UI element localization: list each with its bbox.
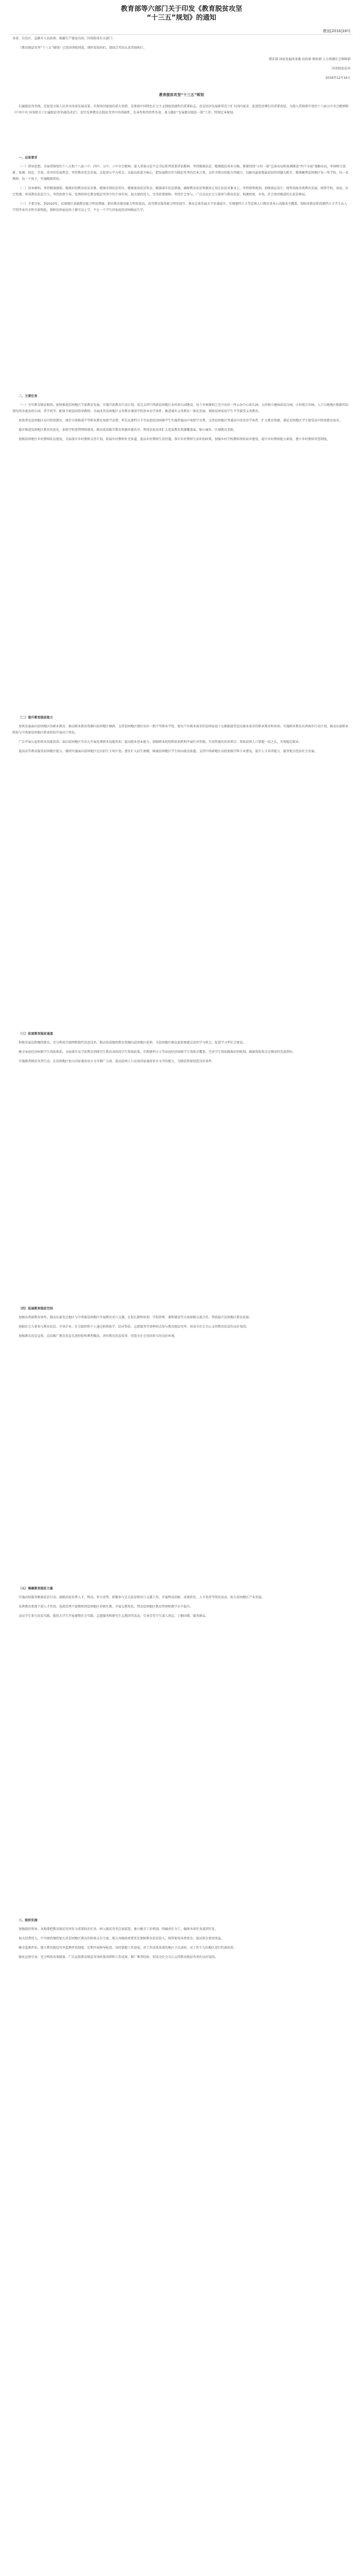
intro-paragraph: 《教育脱贫攻坚“十三五”规划》已经国务院同意，现印发给你们，请结合实际认真贯彻执行。 bbox=[19, 46, 147, 50]
addressee: 各省、自治区、直辖市人民政府，新疆生产建设兵团，国务院各有关部门： bbox=[12, 37, 116, 40]
section-heading: （五）集聚教育脱贫力量 bbox=[19, 1587, 53, 1590]
section-paragraph: （一）夯实教育脱贫根基。加快推进贫困地区学前教育发展，实施学前教育行动计划，重点支持中西部贫困地区农村幼儿园建设，每个乡镇原则上至少办好一所公办中心幼儿园，大村独立建园或设分园，小村联合办园，人口分散地区根据实际情况举办流动幼儿园、季节班等，配备专职巡回指导教师。全面改善贫困地区义务教育薄弱学校基本办学条件，推进城乡义务教育一体化发展，保障贫困家庭学生平等接受义务教育。 bbox=[12, 403, 349, 413]
section-paragraph: 实施推普脱贫攻坚行动。在贫困地区加大国家通用语言文字推广力度，提高贫困人口运用国家通用语言文字的能力，为脱贫致富创造良好条件。 bbox=[19, 1060, 215, 1063]
preface-paragraph bbox=[12, 104, 350, 119]
header-divider bbox=[10, 34, 353, 35]
section-paragraph: 提高高等教育服务贫困地区能力。继续实施面向贫困地区定向招生专项计划，逐步扩大招生规模，畅通贫困地区学生纵向流动渠道。支持中西部地区高校加强学科专业建设，提升人才培养能力，服务地方经济社会发展。 bbox=[19, 750, 318, 753]
section-paragraph: 强化宣传引导。充分利用各类媒体，广泛宣传教育脱贫攻坚政策举措和工作成效，推广典型经验，形成全社会关心支持教育脱贫攻坚的良好氛围。 bbox=[19, 1955, 218, 1959]
section-paragraph: 健全监测评估。建立教育脱贫攻坚监测评估制度，定期开展督导检查，及时掌握工作进展，对工作成效显著的地区予以表彰，对工作不力的地区进行约谈问责。 bbox=[19, 1946, 237, 1950]
section-body bbox=[12, 1040, 350, 1068]
signature-date: 2016年12月16日 bbox=[325, 76, 351, 80]
section-paragraph: 动员学生参与扶贫实践。组织大学生开展暑期社会实践、志愿服务和研究生支教团等活动，引导青年学生深入基层、了解国情、服务群众。 bbox=[19, 1614, 209, 1618]
section-paragraph: （三）主要目标。到2020年，贫困地区基础教育能力明显增强，职业教育服务能力明显提高，高等教育服务能力明显提升，教育总体发展水平显著提升，实现建档立卡等贫困人口教育基本公共服务全覆盖。保障各教育阶段建档立卡学生从入学到毕业的全程全部资助，保障贫困家庭孩子都可以上学，不让一个学生因家庭经济困难而失学。 bbox=[12, 202, 347, 212]
signature-line-2: 国务院扶贫办 bbox=[331, 67, 351, 71]
section-body bbox=[12, 1926, 350, 1964]
section-body bbox=[12, 724, 350, 758]
section-heading: （二）提升教育脱贫能力 bbox=[19, 716, 53, 720]
section-paragraph: 稳步推进贫困地区教育信息化，加快学校宽带网络建设，推动优质数字教育资源共建共享，利用信息技术扩大优质教育资源覆盖面，缩小城乡、区域教育差距。 bbox=[19, 428, 237, 432]
section-heading: 二、主要任务 bbox=[19, 395, 38, 398]
section-paragraph: 加强东西部教育协作。推动东部发达地区与中西部贫困地区开展教育对口支援，在校长教师培训、学校管理、课程建设等方面加强交流合作，帮助提升贫困地区教育质量。 bbox=[19, 1316, 253, 1319]
section-paragraph: 加强教育扶贫宣传。总结推广教育扶贫先进经验和典型做法，讲好教育扶贫故事，营造全社会共同参与的良好环境。 bbox=[19, 1334, 178, 1338]
document-title-line-1: 教育部等六部门关于印发《教育脱贫攻坚 bbox=[120, 5, 242, 13]
section-paragraph: 实施高校服务精准扶贫行动。鼓励高校发挥人才、科技、智力优势，积极参与定点扶贫和对口支援工作，开展科技创新、成果转化、人才培养等帮扶活动，助力贫困地区产业发展。 bbox=[19, 1596, 265, 1599]
section-heading: （四）拓展教育脱贫空间 bbox=[19, 1307, 53, 1311]
document-number: 教发[2016]18号 bbox=[323, 29, 351, 33]
section-paragraph: 鼓励社会力量参与教育扶贫。引导企业、社会组织和个人通过捐资助学、结对帮扶、志愿服务等多种形式参与教育脱贫攻坚，形成全社会关心支持教育扶贫的良好氛围。 bbox=[19, 1325, 249, 1329]
section-paragraph: 加强组织领导。各地要把教育脱贫攻坚作为重要政治任务，纳入脱贫攻坚总体部署，建立健全工作机制，明确责任分工，确保各项任务落到实处。 bbox=[19, 1927, 218, 1931]
section-body bbox=[12, 402, 350, 446]
section-body bbox=[12, 1595, 350, 1623]
preface-text: 打赢脱贫攻坚战，是促进全体人民共享改革发展成果、实现共同富裕的重大举措，是体现中国特色社会主义制度优越性的重要标志，也是经济发展新常态下扩大国内需求、促进经济增长的重要途径。为深入贯彻落实党的十八届五中全会精神和《中共中央 国务院关于打赢脱贫攻坚战的决定》，切实发挥教育在脱贫攻坚中的基础性、先导性和持续性作用，着力做好“发展教育脱贫一批”工作，特制定本规划。 bbox=[12, 105, 349, 115]
section-paragraph: 加大经费投入。中央财政继续加大对贫困地区教育的转移支付力度，地方各级政府要优先保障教育扶贫投入，统筹使用各类资金，提高资金使用效益。 bbox=[19, 1937, 225, 1940]
section-paragraph: 广泛开展公益性职业技能培训。面向贫困地区劳动力开展免费职业技能培训，提高就业创业能力。鼓励职业院校和培训机构开展针对性强、实用性强的培训项目，帮助贫困人口掌握一技之长，实现稳定就业。 bbox=[19, 740, 302, 744]
section-paragraph: （一）指导思想。全面贯彻党的十八大和十八届三中、四中、五中、六中全会精神，深入贯彻习近平总书记系列重要讲话精神，坚持精准扶贫、精准脱贫基本方略，紧紧围绕“五位一体”总体布局和协调推进“四个全面”战略布局，牢固树立创新、协调、绿色、开放、共享的发展理念，坚持教育优先发展，以促进公平为重点，以提高质量为核心，把发展教育作为脱贫攻坚的治本之策，以补齐教育短板为突破口，以解决最需要最迫切的问题为抓手，精准聚焦贫困地区每一所学校、每一名教师、每一个孩子，实施精准帮扶。 bbox=[12, 165, 349, 181]
section-paragraph: （二）基本原则。坚持精准施策。精准识别教育扶贫对象，精准安排扶贫项目，精准使用扶贫资金，精准落实扶贫措施，确保教育扶贫资源真正用在扶贫对象身上。坚持统筹规划。加强顶层设计，统筹各级各类教育发展，统筹学校、家庭、社会资源，形成教育扶贫合力。坚持政府主导。发挥政府在教育脱贫攻坚中的主导作用，加大财政投入，完善政策保障。坚持社会参与。广泛动员社会力量参与教育扶贫，构建政府、市场、社会协同推进的大扶贫格局。 bbox=[12, 187, 349, 196]
signature-line-1: 教育部 国家发展改革委 民政部 财政部 人力资源社会保障部 bbox=[269, 58, 351, 61]
section-paragraph: 积极发展远程继续教育。充分利用互联网和现代信息技术，推动优质继续教育资源向贫困地区延伸，为贫困地区群众提供便捷灵活的学习机会，促进学习型社会建设。 bbox=[19, 1041, 246, 1045]
section-heading: 三、组织实施 bbox=[19, 1919, 38, 1922]
section-paragraph: 加强贫困地区乡村教师队伍建设，全面落实乡村教师支持计划，拓展乡村教师补充渠道，提高乡村教师生活待遇，落实乡村教师生活补助政策，加强乡村学校教师周转宿舍建设，提升乡村教师能力素质，建立乡村教师荣誉制度。 bbox=[19, 438, 330, 441]
section-paragraph: 健全家庭经济困难学生资助体系。全面落实从学前教育到研究生教育各阶段学生资助政策，实现建档立卡等家庭经济困难学生资助全覆盖。完善学生资助精准识别机制，确保资助资金足额及时发放到位。 bbox=[19, 1050, 296, 1054]
section-heading: （三）拓宽教育脱贫通道 bbox=[19, 1032, 53, 1036]
section-paragraph: 加快发展面向贫困地区的职业教育。推动职业教育资源向贫困地区倾斜，支持贫困地区建好办好一批中等职业学校，使每个有就业需求的贫困家庭子女都能接受适应就业需求的职业教育和培训。实施职业教育东西协作行动计划，推动东部职业院校与中西部贫困地区职业院校开展对口帮扶。 bbox=[12, 725, 349, 735]
section-heading: 一、总体要求 bbox=[19, 156, 38, 160]
document-title-line-2: “十三五”规划》的通知 bbox=[146, 14, 217, 22]
section-body bbox=[12, 164, 350, 217]
section-paragraph: 发挥教育系统干部人才作用。选派优秀干部教师到贫困地区挂职任教，开展支教帮扶，带动贫困地区教育管理和教学水平提升。 bbox=[19, 1605, 193, 1609]
section-body bbox=[12, 1315, 350, 1343]
plan-title: 教育脱贫攻坚“十三五”规划 bbox=[159, 93, 204, 97]
section-paragraph: 加快普及贫困地区高中阶段教育，逐步分类推进中等职业教育免除学杂费，率先从建档立卡等家庭经济困难学生实施普通高中免除学杂费。支持贫困地区普通高中改善办学条件，扩大教育资源，满足贫困地区学生接受高中阶段教育需求。 bbox=[19, 419, 343, 423]
